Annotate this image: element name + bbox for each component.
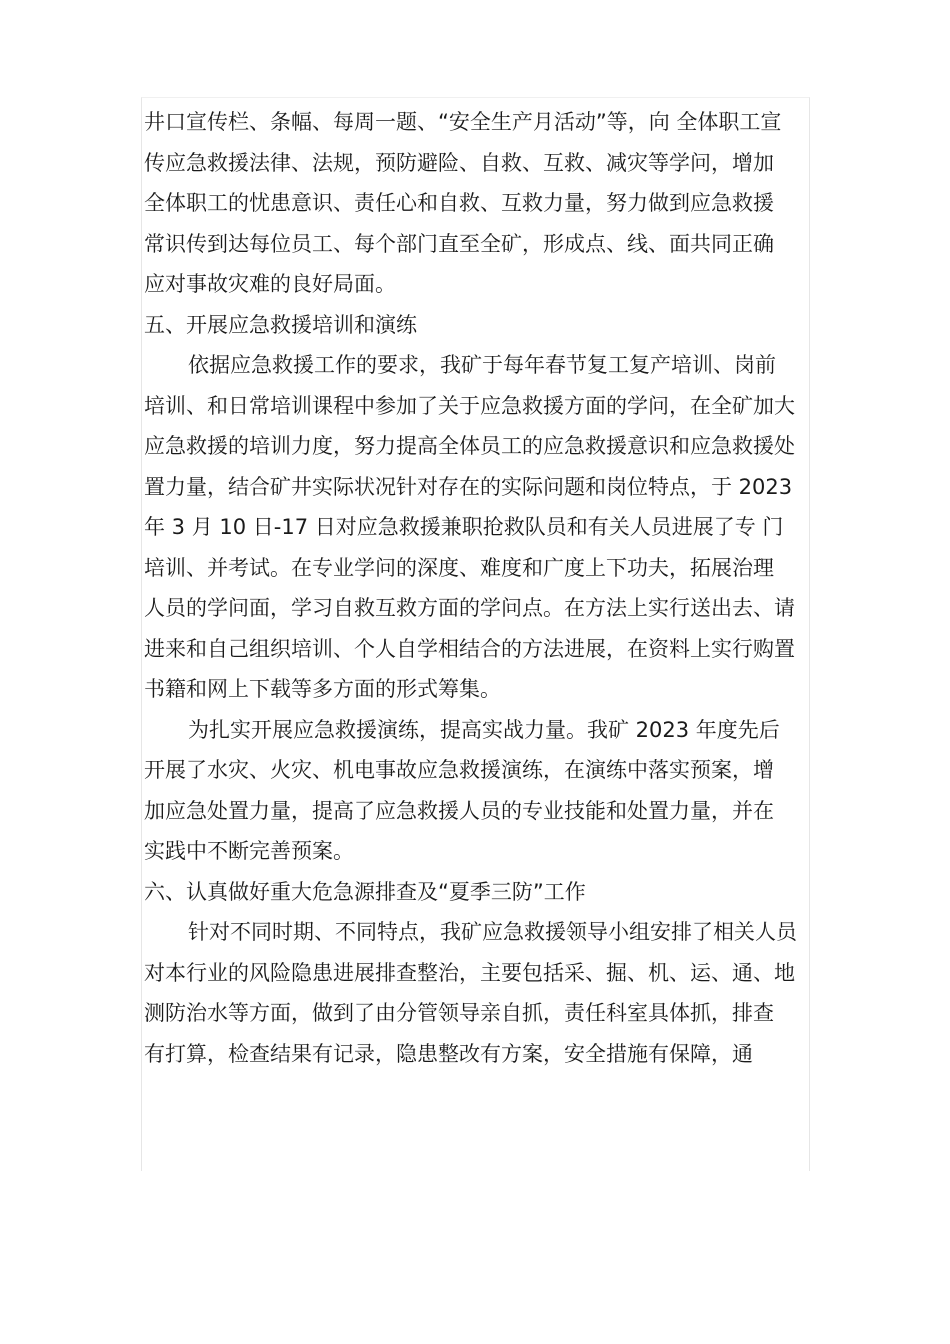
paragraph-line: 置力量，结合矿井实际状况针对存在的实际问题和岗位特点，于 2023 — [144, 474, 793, 499]
paragraph-line: 人员的学问面，学习自救互救方面的学问点。在方法上实行送出去、请 — [144, 596, 795, 620]
paragraph-line: 实践中不断完善预案。 — [144, 839, 354, 863]
paragraph-line: 全体职工的忧患意识、责任心和自救、互救力量，努力做到应急救援 — [144, 191, 774, 215]
paragraph-line: 应对事故灾难的良好局面。 — [144, 272, 396, 296]
paragraph-line: 进来和自己组织培训、个人自学相结合的方法进展，在资料上实行购置 — [144, 636, 795, 661]
section-heading-6: 六、认真做好重大危急源排查及“夏季三防”工作 — [144, 879, 586, 904]
paragraph-first-line: 为扎实开展应急救援演练，提高实战力量。我矿 2023 年度先后 — [188, 717, 780, 742]
paragraph-line: 对本行业的风险隐患进展排查整治，主要包括采、掘、机、运、通、地 — [144, 960, 795, 985]
paragraph-line: 年 3 月 10 日-17 日对应急救援兼职抢救队员和有关人员进展了专 门 — [144, 515, 784, 539]
paragraph-first-line: 针对不同时期、不同特点，我矿应急救援领导小组安排了相关人员 — [188, 920, 797, 944]
document-body — [144, 102, 820, 1074]
paragraph-line: 培训、并考试。在专业学问的深度、难度和广度上下功夫，拓展治理 — [144, 555, 774, 580]
paragraph-line: 书籍和网上下载等多方面的形式筹集。 — [144, 677, 501, 701]
paragraph-line: 加应急处置力量，提高了应急救援人员的专业技能和处置力量，并在 — [144, 798, 774, 823]
paragraph-line: 培训、和日常培训课程中参加了关于应急救援方面的学问，在全矿加大 — [144, 393, 795, 418]
paragraph-line: 常识传到达每位员工、每个部门直至全矿，形成点、线、面共同正确 — [144, 231, 774, 256]
paragraph-line: 测防治水等方面，做到了由分管领导亲自抓，责任科室具体抓，排查 — [144, 1001, 774, 1025]
paragraph-line: 应急救援的培训力度，努力提高全体员工的应急救援意识和应急救援处 — [144, 434, 795, 458]
paragraph-line: 传应急救援法律、法规，预防避险、自救、互救、减灾等学问，增加 — [144, 150, 774, 175]
paragraph-line: 井口宣传栏、条幅、每周一题、“安全生产月活动”等，向 全体职工宣 — [144, 110, 782, 134]
paragraph-line: 有打算，检查结果有记录，隐患整改有方案，安全措施有保障，通 — [144, 1041, 753, 1066]
section-heading-5: 五、开展应急救援培训和演练 — [144, 312, 417, 337]
paragraph-line: 开展了水灾、火灾、机电事故应急救援演练，在演练中落实预案，增 — [144, 758, 774, 782]
paragraph-first-line: 依据应急救援工作的要求，我矿于每年春节复工复产培训、岗前 — [188, 353, 776, 377]
